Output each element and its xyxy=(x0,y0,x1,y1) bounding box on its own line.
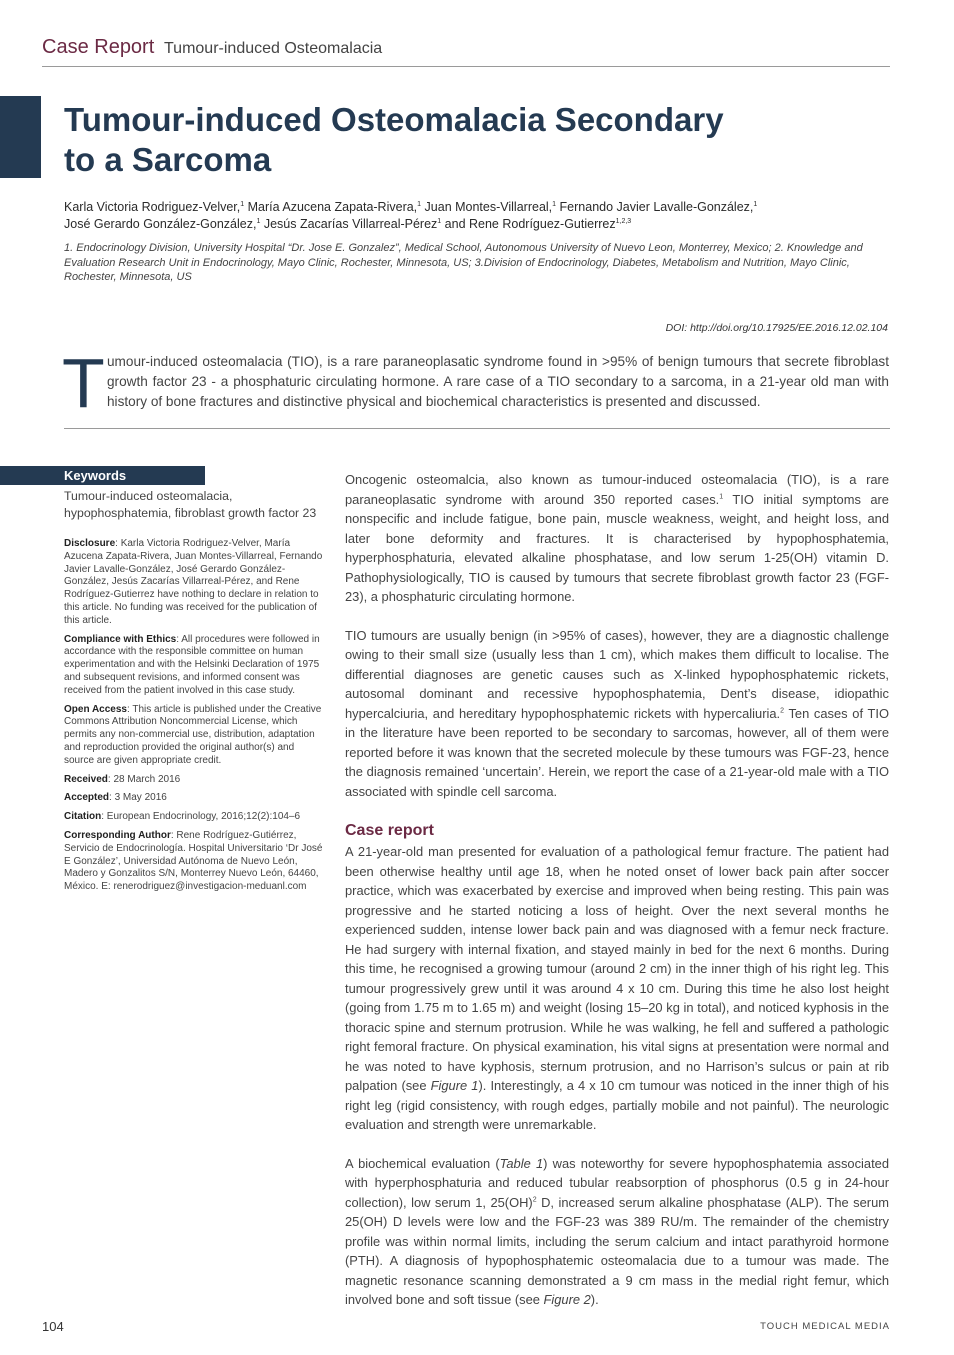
citation-label: Citation xyxy=(64,811,102,823)
open-access-text: : This article is published under the Creative Commons Attribution Noncommercial License, which permits any non-commercial use, distribution, adaptation and reproduction provided the original author(s) and source are given appropriate credit. xyxy=(64,703,322,766)
author: Jesús Zacarías Villarreal-Pérez xyxy=(260,217,438,231)
figure-reference[interactable]: Figure 2 xyxy=(543,1292,591,1307)
title-line-1: Tumour-induced Osteomalacia Secondary xyxy=(64,101,724,138)
text-run: A 21-year-old man presented for evaluation of a pathological femur fracture. The patient had been otherwise healthy until age 18, when he noted onset of lower back pain after soccer practice, which was exacerbated by exercise and improved when being resting. This pain was progressive and he started noticing a loss of height. Over the next several months he experienced sudden, intense lower back pain and was diagnosed with a femur neck fracture. He had surgery with internal fixation, and stayed mainly in bed for the next 6 months. During this time, he recognised a growing tumour (around 2 cm) in the inner thigh of his right leg. This tumour progressively grew until it was around 4 x 10 cm. During this time he also lost height (going from 1.75 m to 1.65 m) and weight (losing 15–20 kg in total), and noticed kyphosis in the thoracic spine and sternum protrusion. While he was walking, he fell and suffered a pathologic right femoral fracture. On physical examination, his vital signs at presentation were normal and he was noted to have kyphosis, sternum protrusion, and no Harrison’s sulcus or pain at rib palpation (see xyxy=(345,844,889,1093)
running-header-section: Case Report xyxy=(42,36,155,58)
figure-reference[interactable]: Figure 1 xyxy=(430,1078,479,1093)
body-paragraph xyxy=(345,1154,889,1310)
body-paragraph xyxy=(345,626,889,802)
sidebar-notes xyxy=(64,538,326,900)
table-reference[interactable]: Table 1 xyxy=(499,1155,544,1171)
header-divider xyxy=(42,66,890,67)
reference-sup[interactable]: 1 xyxy=(719,493,724,501)
text-run: Oncogenic osteomalcia, also known as tumour-induced osteomalacia (TIO), is a rare paraneoplasatic syndrome with around 350 reported cases. xyxy=(345,472,889,507)
body-paragraph xyxy=(345,842,889,1135)
text-run: ). xyxy=(590,1292,599,1307)
section-heading-case-report: Case report xyxy=(345,822,434,839)
author-list xyxy=(64,199,894,233)
abstract-dropcap: T xyxy=(62,344,105,422)
author: Fernando Javier Lavalle-González, xyxy=(556,200,754,214)
text-run: ) was noteworthy for severe hypophosphatemia associated with hyperphosphaturia and reduced tubular reabsorption of phosphorus (0.5 g in 24-hour collection), low serum 1, 25(OH) xyxy=(345,1155,889,1210)
title-accent-bar xyxy=(0,96,41,178)
keywords-label: Keywords xyxy=(64,468,127,483)
abstract: umour-induced osteomalacia (TIO), is a rare paraneoplasatic syndrome found in >95% of benign tumours that secrete fibroblast growth factor 23 - a phosphaturic circulating hormone. A rare case of a TIO secondary to a sarcoma, in a 21-year old man with history of bone fractures and distinctive physical and biochemical characteristics is presented and discussed. xyxy=(107,354,889,409)
accepted-note xyxy=(64,792,326,805)
author-affil-sup: 1 xyxy=(256,217,261,225)
received-note xyxy=(64,774,326,787)
corresponding-author-note xyxy=(64,830,326,894)
accepted-text: : 3 May 2016 xyxy=(109,792,167,804)
body-paragraph xyxy=(345,470,889,607)
author-affil-sup: 1 xyxy=(240,200,245,208)
doi-link[interactable]: DOI: http://doi.org/10.17925/EE.2016.12.02.104 xyxy=(665,322,888,334)
subscript-marker: 2 xyxy=(532,1196,537,1204)
text-run: Ten cases of TIO in the literature have been reported to be secondary to sarcomas, however, all of them were reported before it was known that the secreted molecule by these tumours was FGF-23, hence the diagnosis remained ‘uncertain’. Herein, we report the case of a 21-year-old male with a TIO associated with spindle cell sarcoma. xyxy=(345,705,889,799)
author-affil-sup: 1 xyxy=(417,200,422,208)
main-column xyxy=(345,470,889,1310)
author-affil-sup: 1,2,3 xyxy=(615,217,632,225)
author: María Azucena Zapata-Rivera, xyxy=(244,200,418,214)
article-title xyxy=(64,100,844,180)
received-text: : 28 March 2016 xyxy=(107,773,181,785)
author-affil-sup: 1 xyxy=(753,200,758,208)
publisher-name: TOUCH MEDICAL MEDIA xyxy=(760,1321,890,1332)
corresponding-text: : Rene Rodríguez-Gutiérrez, Servicio de Endocrinología. Hospital Universitario ‘Dr José E González’, Universidad Autónoma de Nuevo León, Madero y Gonzalitos S/N, Monterrey Nuevo León, 64460, México. E: renerodriguez@investigacion-meduanl.com xyxy=(64,829,323,893)
received-label: Received xyxy=(64,773,108,785)
running-header-topic: Tumour-induced Osteomalacia xyxy=(164,40,383,57)
disclosure-label: Disclosure xyxy=(64,538,116,549)
author: Juan Montes-Villarreal, xyxy=(421,200,553,214)
ethics-text: : All procedures were followed in accordance with the responsible committee on human experimentation and with the Helsinki Declaration of 1975 and subsequent revisions, and informed consent was received from the patient involved in this case study. xyxy=(64,633,320,696)
abstract-divider xyxy=(64,428,890,429)
text-run: A biochemical evaluation ( xyxy=(345,1155,500,1171)
open-access-label: Open Access xyxy=(64,703,127,715)
reference-sup[interactable]: 2 xyxy=(780,707,785,715)
open-access-note xyxy=(64,704,326,768)
text-run: TIO initial symptoms are nonspecific and include fatigue, bone pain, muscle weakness, weight, and height loss, and later bone deformity and fractures. It is characterised by hypophosphatemia, hyperphosphaturia, elevated alkaline phosphatase, and low serum 1-25(OH) vitamin D. Pathophysiologically, TIO is caused by tumours that secrete fibroblast growth factor 23 (FGF-23), a phosphaturic circulating hormone. xyxy=(345,491,889,604)
affiliations: 1. Endocrinology Division, University Hospital “Dr. Jose E. Gonzalez”, Medical School, Autonomous University of Nuevo Leon, Monterrey, Mexico; 2. Knowledge and Evaluation Research Unit in Endocrinology, Mayo Clinic, Rochester, Minnesota, US; 3.Division of Endocrinology, Diabetes, Metabolism and Nutrition, Mayo Clinic, Rochester, Minnesota, US xyxy=(64,242,863,283)
ethics-note xyxy=(64,634,326,698)
citation-note xyxy=(64,811,326,824)
text-run: ). Interestingly, a 4 x 10 cm tumour was noticed in the inner thigh of his right leg (rigid consistency, with rough edges, partially mobile and not painful). The neurologic evaluation and strength were unremarkable. xyxy=(345,1078,889,1132)
ethics-label: Compliance with Ethics xyxy=(64,633,177,645)
disclosure-note xyxy=(64,538,326,628)
author: Karla Victoria Rodriguez-Velver, xyxy=(64,200,241,214)
author: and Rene Rodríguez-Gutierrez xyxy=(441,217,616,231)
author-affil-sup: 1 xyxy=(552,200,557,208)
disclosure-text: : Karla Victoria Rodriguez-Velver, María Azucena Zapata-Rivera, Juan Montes-Villarreal, Fernando Javier Lavalle-González, José Gerardo González-González, Jesús Zacarías Villarreal-Pérez, and Rene Rodríguez-Gutierrez have nothing to declare in relation to this article. No funding was received for the publication of this article. xyxy=(64,538,323,626)
citation-text: : European Endocrinology, 2016;12(2):104–6 xyxy=(101,811,301,823)
title-line-2: to a Sarcoma xyxy=(64,141,272,178)
corresponding-label: Corresponding Author xyxy=(64,829,171,841)
author-affil-sup: 1 xyxy=(437,217,442,225)
author: José Gerardo González-González, xyxy=(64,217,257,231)
text-run: D, increased serum alkaline phosphatase (ALP). The serum 25(OH) D levels were low and the FGF-23 was 389 RU/m. The remainder of the chemistry profile was within normal limits, including the serum calcium and intact parathyroid hormone (PTH). A diagnosis of hypophosphatemic osteomalacia due to a tumour was made. The magnetic resonance scanning demonstrated a 9 cm mass in the medial right femur, which involved bone and soft tissue (see xyxy=(345,1194,889,1307)
keywords-text: Tumour-induced osteomalacia, hypophosphatemia, fibroblast growth factor 23 xyxy=(64,489,317,520)
text-run: TIO tumours are usually benign (in >95% of cases), however, they are a diagnostic challenge owing to their small size (usually less than 1 cm), which makes them difficult to localise. The differential diagnoses are genetic causes such as X-linked hypophosphatemic rickets, autosomal dominant and recessive hypophosphatemia, Dent’s disease, idiopathic hypercalciuria, and hereditary hypophosphatemic rickets with hypercaliuria. xyxy=(345,627,889,721)
page-number: 104 xyxy=(42,1319,64,1334)
accepted-label: Accepted xyxy=(64,792,110,804)
